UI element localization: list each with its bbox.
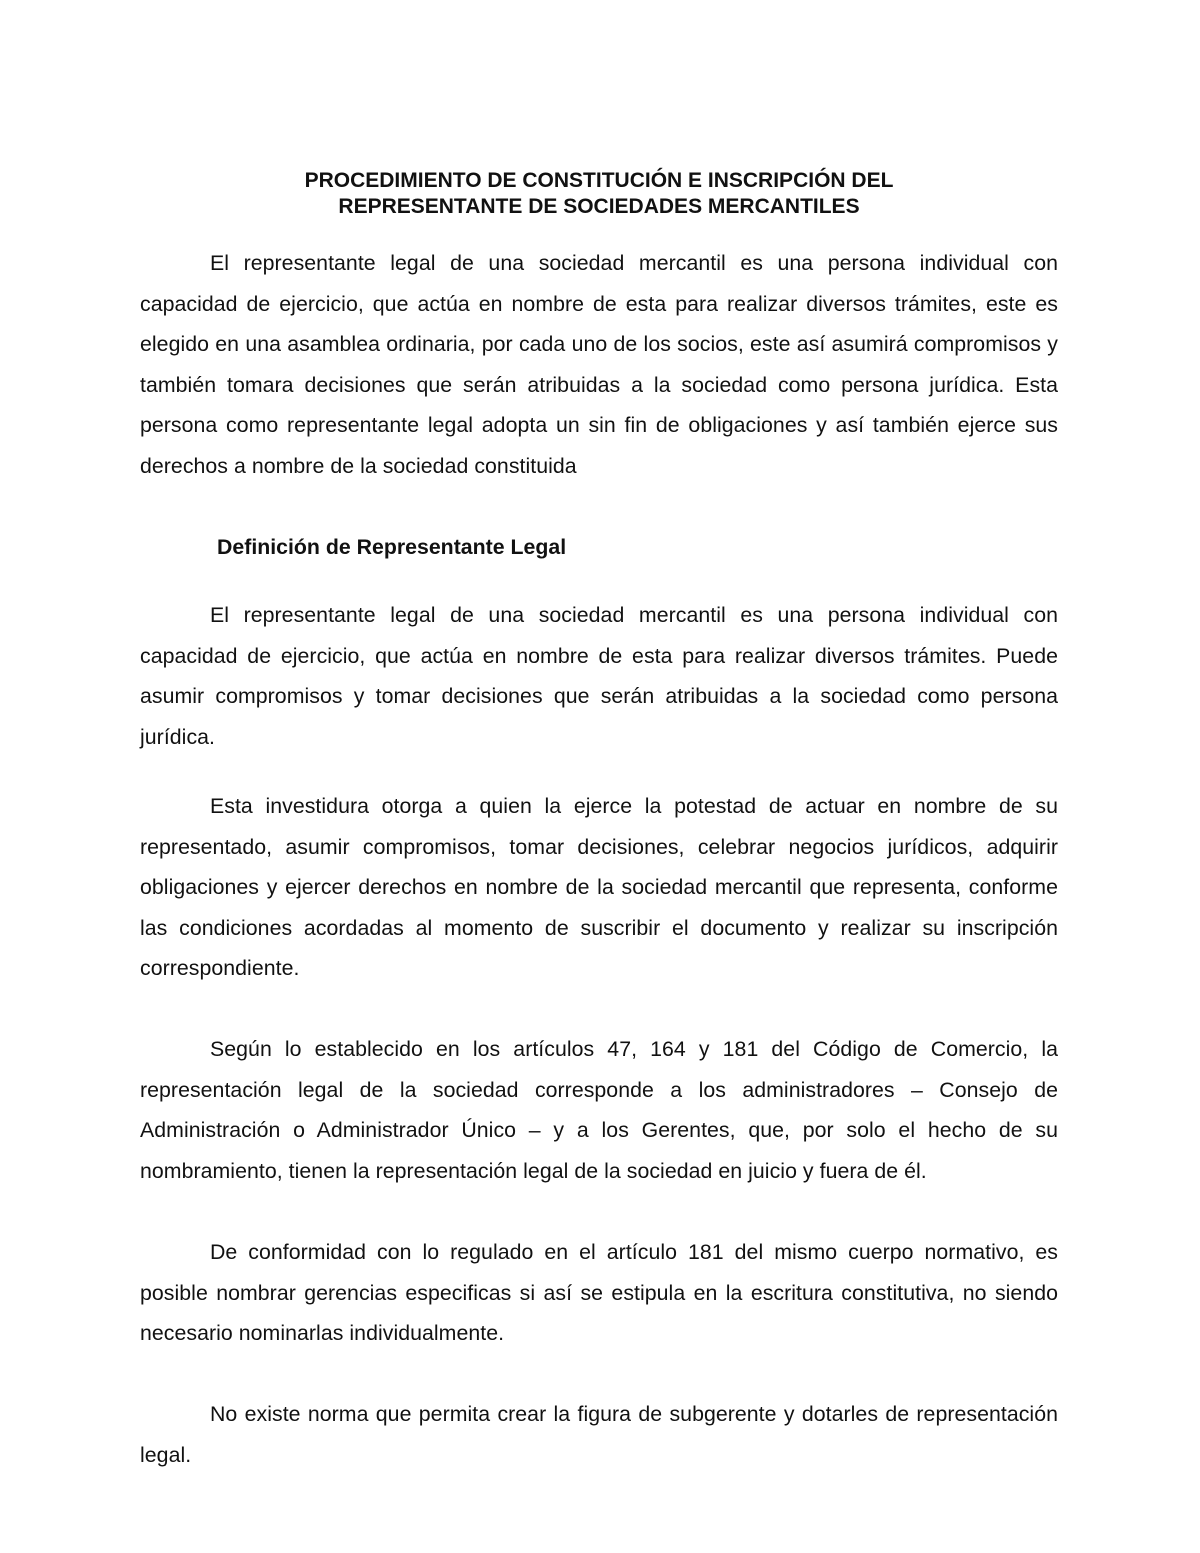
paragraph-specific-managements: De conformidad con lo regulado en el artículo 181 del mismo cuerpo normativo, es posible nombrar gerencias especificas si así se estipula en la escritura constitutiva, no siendo necesario nominarlas individualmente.	[140, 1240, 1058, 1345]
paragraph-definition: El representante legal de una sociedad mercantil es una persona individual con capacidad de ejercicio, que actúa en nombre de esta para realizar diversos trámites. Puede asumir compromisos y tomar decisiones que serán atribuidas a la sociedad como persona jurídica.	[140, 603, 1058, 749]
paragraph-subgerente: No existe norma que permita crear la figura de subgerente y dotarles de representación legal.	[140, 1402, 1058, 1467]
paragraph-commerce-code: Según lo establecido en los artículos 47, 164 y 181 del Código de Comercio, la representación legal de la sociedad corresponde a los administradores – Consejo de Administración o Administrador Único – y a los Gerentes, que, por solo el hecho de su nombramiento, tienen la representación legal de la sociedad en juicio y fuera de él.	[140, 1037, 1058, 1183]
document-title-line-2: REPRESENTANTE DE SOCIEDADES MERCANTILES	[338, 195, 860, 218]
paragraph-introduction: El representante legal de una sociedad mercantil es una persona individual con capacidad de ejercicio, que actúa en nombre de esta para realizar diversos trámites, este es elegido en una asamblea ordinaria, por cada uno de los socios, este así asumirá compromisos y también tomara decisiones que serán atribuidas a la sociedad como persona jurídica. Esta persona como representante legal adopta un sin fin de obligaciones y así también ejerce sus derechos a nombre de la sociedad constituida	[140, 251, 1058, 478]
document-title-line-1: PROCEDIMIENTO DE CONSTITUCIÓN E INSCRIPCIÓN DEL	[304, 169, 894, 192]
paragraph-investiture: Esta investidura otorga a quien la ejerce la potestad de actuar en nombre de su representado, asumir compromisos, tomar decisiones, celebrar negocios jurídicos, adquirir obligaciones y ejercer derechos en nombre de la sociedad mercantil que representa, conforme las condiciones acordadas al momento de suscribir el documento y realizar su inscripción correspondiente.	[140, 794, 1058, 980]
section-heading-definition: Definición de Representante Legal	[217, 535, 567, 559]
